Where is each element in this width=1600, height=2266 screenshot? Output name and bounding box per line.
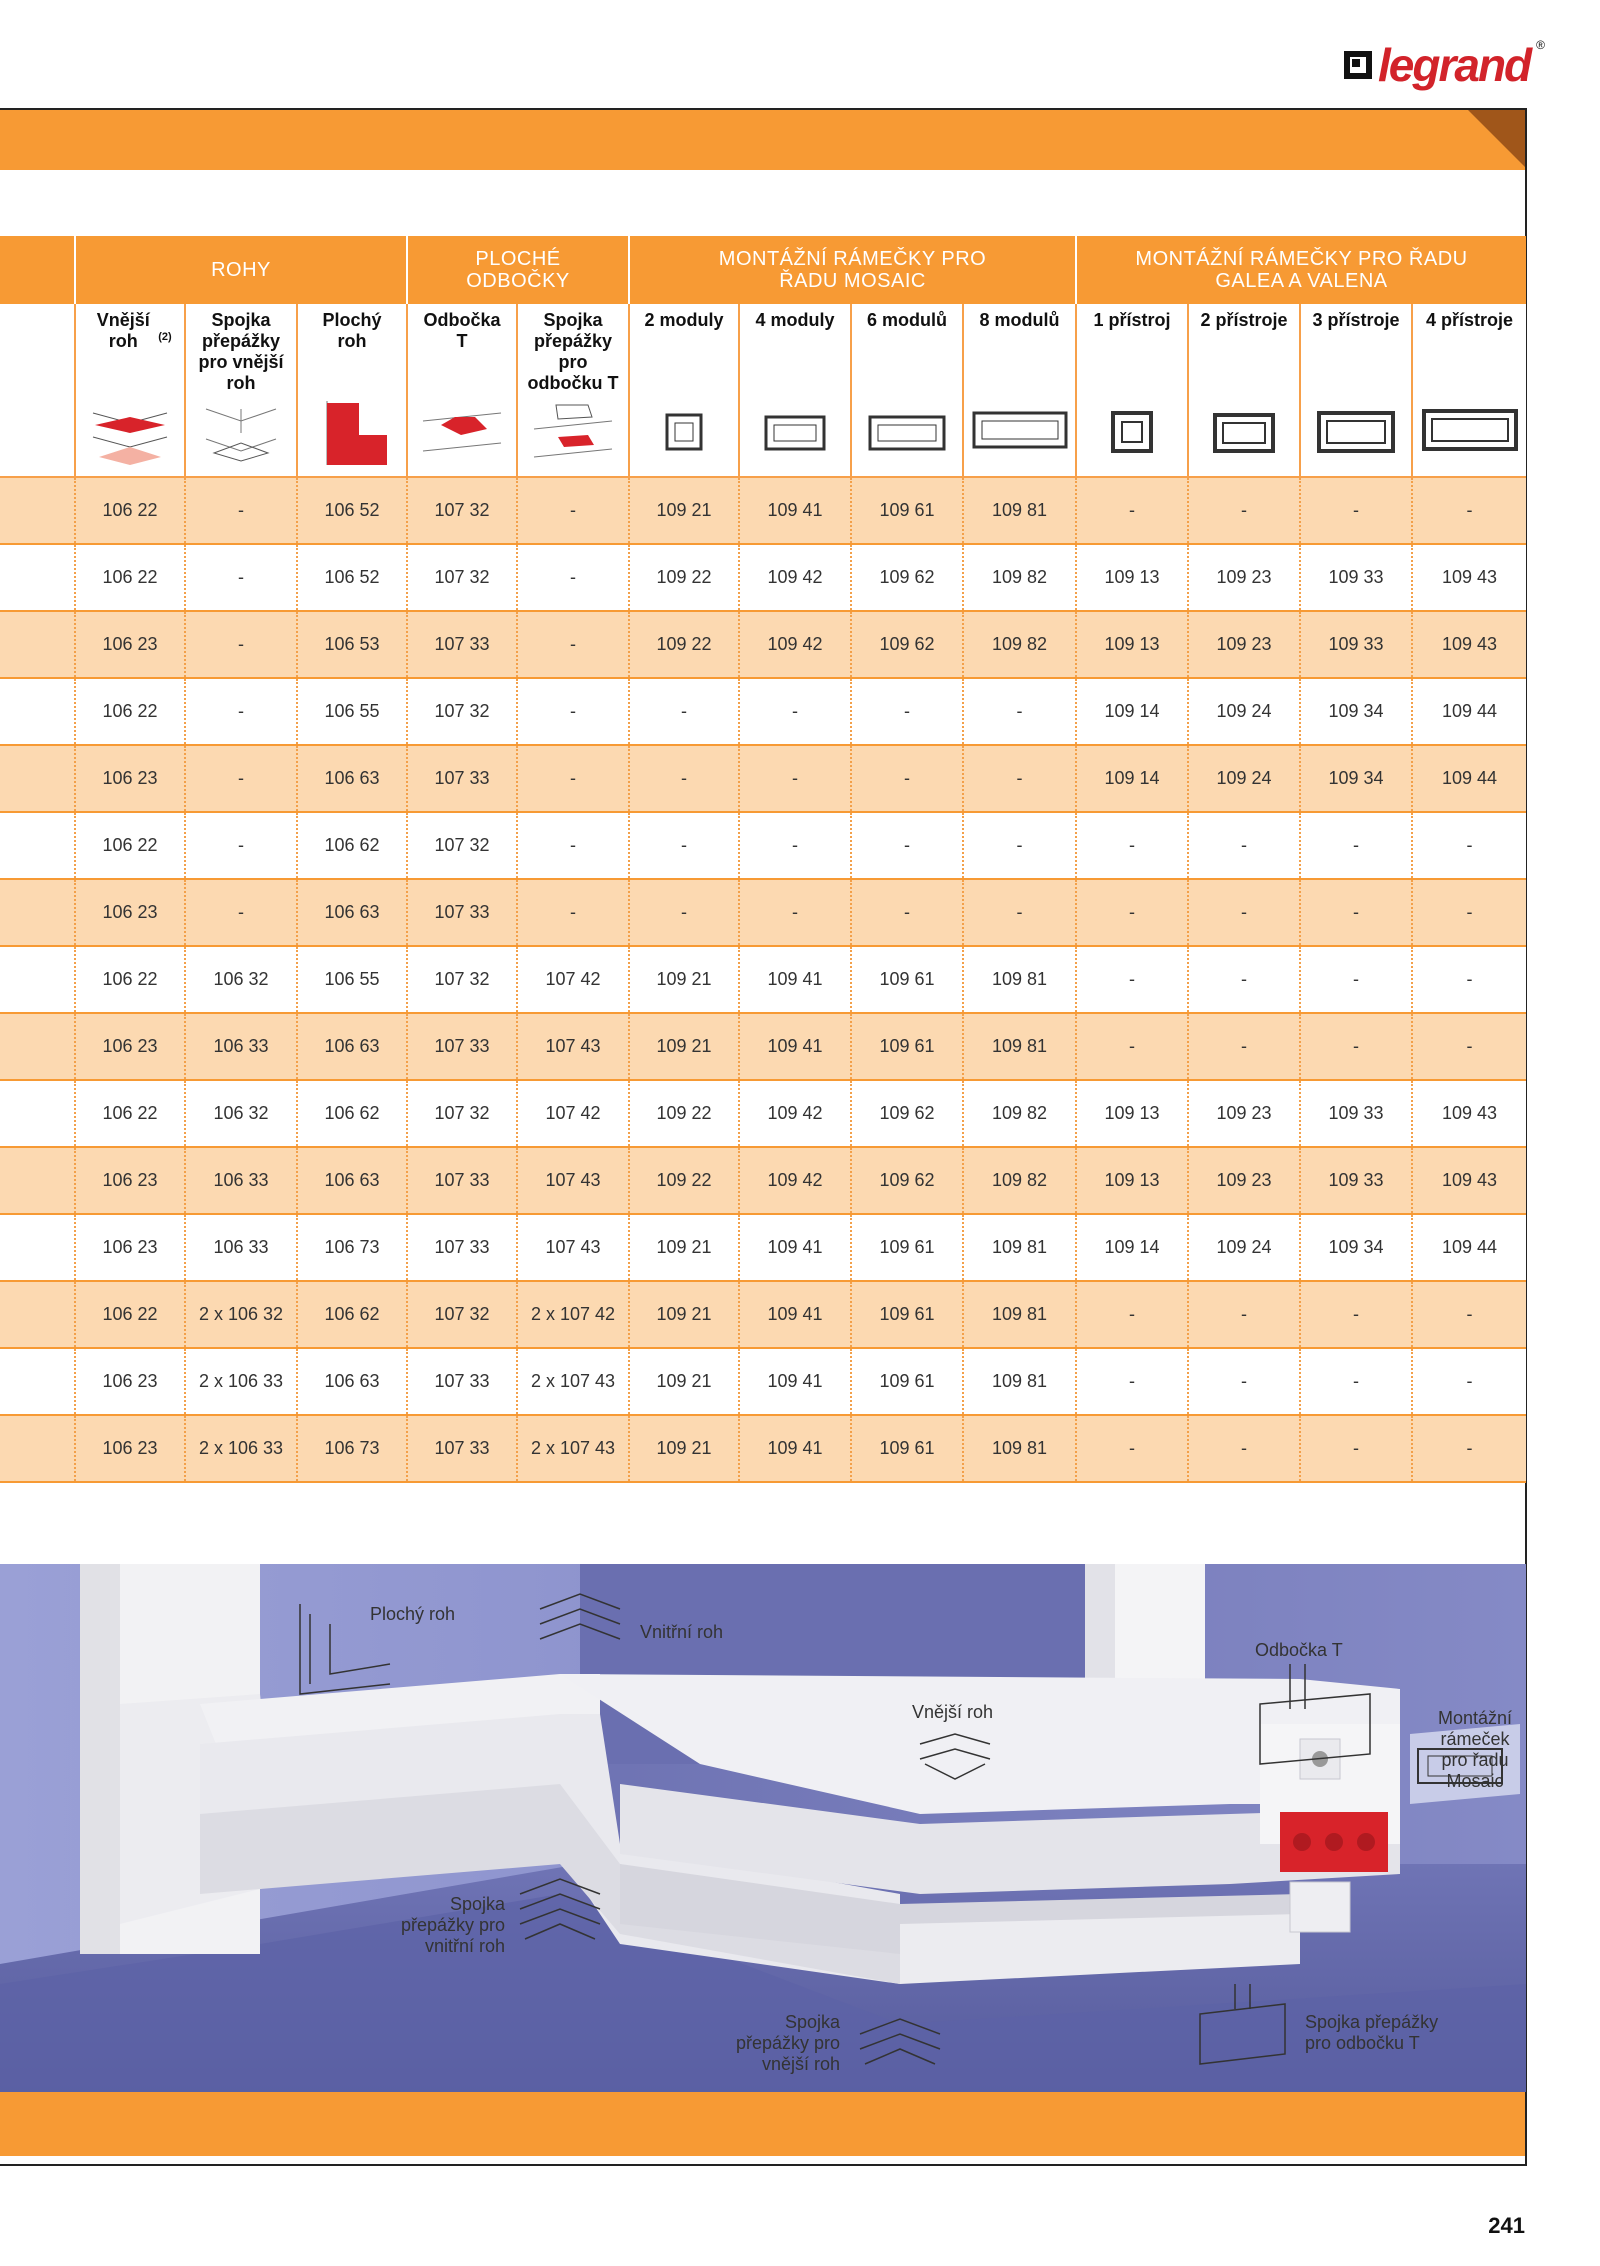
table-cell: 109 34 — [1300, 1214, 1412, 1281]
table-cell: - — [1412, 1415, 1526, 1482]
table-cell: - — [629, 812, 739, 879]
table-cell: - — [185, 544, 297, 611]
table-cell: 106 32 — [185, 946, 297, 1013]
table-cell: 109 41 — [739, 1348, 851, 1415]
table-cell: 106 62 — [297, 812, 407, 879]
logo-wordmark: legrand — [1378, 39, 1531, 91]
row-blank-cell — [0, 678, 75, 745]
table-cell: 106 22 — [75, 812, 185, 879]
row-blank-cell — [0, 544, 75, 611]
table-cell: 106 63 — [297, 745, 407, 812]
column-header-t-coupler-label: Spojka přepážky pro odbočku T — [527, 310, 619, 393]
label-inner-coupler: Spojka přepážky pro vnitřní roh — [400, 1894, 505, 1956]
table-cell: 109 22 — [629, 611, 739, 678]
table-cell: 106 62 — [297, 1080, 407, 1147]
row-blank-cell — [0, 879, 75, 946]
table-cell: 109 41 — [739, 1214, 851, 1281]
table-cell: 106 22 — [75, 1080, 185, 1147]
table-cell: 109 61 — [851, 1214, 963, 1281]
table-cell: - — [1412, 946, 1526, 1013]
row-blank-cell — [0, 1214, 75, 1281]
table-cell: 106 22 — [75, 1281, 185, 1348]
table-cell: 106 23 — [75, 1013, 185, 1080]
table-cell: 109 13 — [1076, 611, 1188, 678]
table-cell: 107 33 — [407, 1013, 517, 1080]
table-cell: 106 53 — [297, 611, 407, 678]
table-cell: 109 34 — [1300, 678, 1412, 745]
table-cell: 106 22 — [75, 477, 185, 544]
column-header-3-devices: 3 přístroje — [1300, 304, 1412, 394]
frame-2-modules-drawing — [629, 394, 739, 477]
row-blank-cell — [0, 745, 75, 812]
table-cell: 107 43 — [517, 1147, 629, 1214]
table-cell: 107 42 — [517, 946, 629, 1013]
table-cell: - — [629, 678, 739, 745]
table-cell: 106 62 — [297, 1281, 407, 1348]
table-row — [0, 1415, 1526, 1482]
table-cell: 109 22 — [629, 544, 739, 611]
table-cell: - — [739, 745, 851, 812]
frame-4-devices-drawing — [1412, 394, 1526, 477]
table-cell: - — [739, 678, 851, 745]
table-cell: 109 41 — [739, 946, 851, 1013]
table-cell: 109 21 — [629, 1013, 739, 1080]
table-cell: - — [1076, 477, 1188, 544]
image-cell-blank — [0, 394, 75, 477]
table-cell: 109 33 — [1300, 1147, 1412, 1214]
table-cell: 109 41 — [739, 1281, 851, 1348]
table-row — [0, 1080, 1526, 1147]
group-header-row — [0, 236, 1526, 304]
table-cell: - — [185, 879, 297, 946]
table-cell: 109 14 — [1076, 745, 1188, 812]
column-header-2-modules: 2 moduly — [629, 304, 739, 394]
table-row — [0, 946, 1526, 1013]
table-cell: 109 41 — [739, 1415, 851, 1482]
table-cell: 107 33 — [407, 1348, 517, 1415]
column-header-outer-coupler — [185, 304, 297, 394]
flat-corner-drawing — [297, 394, 407, 477]
table-cell: 106 63 — [297, 1147, 407, 1214]
table-cell: - — [517, 477, 629, 544]
table-cell: - — [851, 879, 963, 946]
label-outer-coupler: Spojka přepážky pro vnější roh — [735, 2012, 840, 2074]
table-cell: 109 81 — [963, 477, 1076, 544]
table-cell: 109 44 — [1412, 678, 1526, 745]
table-cell: - — [1076, 1013, 1188, 1080]
table-cell: 109 23 — [1188, 1080, 1300, 1147]
table-cell: 106 32 — [185, 1080, 297, 1147]
group-header-flat-branches-label: PLOCHÉ ODBOČKY — [466, 248, 570, 292]
table-cell: 109 42 — [739, 1080, 851, 1147]
table-cell: - — [1412, 812, 1526, 879]
frame-4-modules-drawing — [739, 394, 851, 477]
table-cell: 109 82 — [963, 611, 1076, 678]
column-header-6-modules: 6 modulů — [851, 304, 963, 394]
table-cell: - — [1188, 812, 1300, 879]
table-cell: 107 32 — [407, 678, 517, 745]
table-cell: 2 x 106 32 — [185, 1281, 297, 1348]
table-cell: 109 23 — [1188, 611, 1300, 678]
table-cell: - — [1300, 879, 1412, 946]
table-cell: 109 21 — [629, 1348, 739, 1415]
outer-coupler-drawing — [185, 394, 297, 477]
column-header-flat-corner-label: Plochý roh — [322, 310, 382, 351]
frame-3-devices-drawing — [1300, 394, 1412, 477]
table-cell: - — [185, 678, 297, 745]
table-cell: 109 43 — [1412, 611, 1526, 678]
table-cell: - — [1188, 1281, 1300, 1348]
table-row — [0, 477, 1526, 544]
table-cell: 106 52 — [297, 544, 407, 611]
table-row — [0, 678, 1526, 745]
t-branch-drawing — [407, 394, 517, 477]
column-header-4-modules: 4 moduly — [739, 304, 851, 394]
label-flat-corner: Plochý roh — [370, 1604, 456, 1624]
table-cell: 107 32 — [407, 946, 517, 1013]
table-cell: - — [1412, 1013, 1526, 1080]
table-cell: - — [1300, 812, 1412, 879]
table-cell: 109 61 — [851, 946, 963, 1013]
table-cell: 106 23 — [75, 745, 185, 812]
table-cell: 106 73 — [297, 1415, 407, 1482]
table-cell: 109 23 — [1188, 1147, 1300, 1214]
table-cell: - — [1188, 879, 1300, 946]
table-cell: 106 23 — [75, 879, 185, 946]
table-cell: 109 21 — [629, 946, 739, 1013]
table-cell: 109 22 — [629, 1147, 739, 1214]
group-header-corners: ROHY — [75, 236, 407, 304]
table-cell: 106 33 — [185, 1147, 297, 1214]
column-header-4-devices: 4 přístroje — [1412, 304, 1526, 394]
table-cell: - — [517, 544, 629, 611]
table-cell: 106 22 — [75, 946, 185, 1013]
row-blank-cell — [0, 1348, 75, 1415]
table-cell: 2 x 107 42 — [517, 1281, 629, 1348]
column-header-outer-corner-label: Vnější roh — [96, 310, 150, 351]
table-cell: 109 61 — [851, 1013, 963, 1080]
table-cell: 106 22 — [75, 678, 185, 745]
table-cell: - — [963, 678, 1076, 745]
group-header-flat-branches — [407, 236, 629, 304]
group-header-blank — [0, 236, 75, 304]
row-blank-cell — [0, 1080, 75, 1147]
footnote-mark: (2) — [158, 331, 172, 343]
table-cell: 109 21 — [629, 1281, 739, 1348]
column-header-t-branch-label: Odbočka T — [423, 310, 501, 351]
bottom-orange-band — [0, 2092, 1525, 2156]
table-cell: - — [1076, 1348, 1188, 1415]
table-row — [0, 745, 1526, 812]
frame-1-device-drawing — [1076, 394, 1188, 477]
frame-2-devices-drawing — [1188, 394, 1300, 477]
table-cell: 109 81 — [963, 1214, 1076, 1281]
logo-registered-mark: ® — [1536, 38, 1545, 52]
table-cell: - — [1412, 1348, 1526, 1415]
table-cell: 107 32 — [407, 1281, 517, 1348]
table-cell: - — [1412, 1281, 1526, 1348]
page-number: 241 — [1488, 2213, 1525, 2238]
table-cell: 109 43 — [1412, 544, 1526, 611]
table-cell: - — [1076, 879, 1188, 946]
table-cell: 106 23 — [75, 1415, 185, 1482]
row-blank-cell — [0, 1415, 75, 1482]
column-header-outer-corner — [75, 304, 185, 394]
table-cell: 109 24 — [1188, 1214, 1300, 1281]
table-cell: - — [1188, 946, 1300, 1013]
row-blank-cell — [0, 477, 75, 544]
table-cell: 109 34 — [1300, 745, 1412, 812]
table-cell: - — [851, 812, 963, 879]
table-cell: - — [185, 477, 297, 544]
table-cell: 107 33 — [407, 1214, 517, 1281]
outer-corner-drawing — [75, 394, 185, 477]
table-cell: - — [1188, 1013, 1300, 1080]
table-cell: 109 62 — [851, 1080, 963, 1147]
table-cell: 109 44 — [1412, 1214, 1526, 1281]
column-header-2-devices: 2 přístroje — [1188, 304, 1300, 394]
table-cell: 109 62 — [851, 1147, 963, 1214]
table-cell: 109 24 — [1188, 678, 1300, 745]
table-cell: 109 42 — [739, 1147, 851, 1214]
table-cell: 106 23 — [75, 611, 185, 678]
table-cell: 107 43 — [517, 1013, 629, 1080]
table-cell: - — [1300, 1281, 1412, 1348]
table-cell: 109 81 — [963, 1013, 1076, 1080]
label-inner-corner: Vnitřní roh — [640, 1622, 724, 1642]
table-cell: - — [1076, 812, 1188, 879]
table-cell: 109 33 — [1300, 611, 1412, 678]
table-cell: - — [629, 879, 739, 946]
label-t-branch: Odbočka T — [1255, 1640, 1343, 1660]
table-cell: 109 24 — [1188, 745, 1300, 812]
group-header-galea-frames-label: MONTÁŽNÍ RÁMEČKY PRO ŘADU GALEA A VALENA — [1135, 248, 1468, 292]
installation-illustration — [0, 1564, 1526, 2092]
group-header-galea-frames — [1076, 236, 1526, 304]
table-cell: - — [851, 678, 963, 745]
column-header-blank — [0, 304, 75, 394]
table-cell: 107 43 — [517, 1214, 629, 1281]
corner-fold-decoration — [1468, 110, 1525, 167]
table-cell: - — [739, 879, 851, 946]
table-cell: 107 33 — [407, 745, 517, 812]
table-cell: 109 21 — [629, 1415, 739, 1482]
table-cell: 109 13 — [1076, 544, 1188, 611]
table-cell: 109 82 — [963, 1147, 1076, 1214]
table-cell: 109 81 — [963, 946, 1076, 1013]
table-row — [0, 879, 1526, 946]
table-cell: 107 33 — [407, 1147, 517, 1214]
table-cell: 109 21 — [629, 1214, 739, 1281]
table-row — [0, 1281, 1526, 1348]
table-cell: 109 61 — [851, 1415, 963, 1482]
table-cell: 109 81 — [963, 1281, 1076, 1348]
column-header-row — [0, 304, 1526, 394]
row-blank-cell — [0, 611, 75, 678]
table-row — [0, 544, 1526, 611]
table-cell: 109 13 — [1076, 1147, 1188, 1214]
logo-mark-icon — [1344, 51, 1372, 79]
table-cell: 107 32 — [407, 812, 517, 879]
label-outer-corner: Vnější roh — [912, 1702, 994, 1722]
table-cell: 106 55 — [297, 946, 407, 1013]
table-cell: - — [629, 745, 739, 812]
table-cell: 109 61 — [851, 1348, 963, 1415]
frame-6-modules-drawing — [851, 394, 963, 477]
table-cell: - — [517, 678, 629, 745]
table-cell: - — [1076, 1281, 1188, 1348]
table-cell: - — [517, 879, 629, 946]
table-cell: - — [963, 745, 1076, 812]
row-blank-cell — [0, 946, 75, 1013]
table-cell: - — [1300, 1348, 1412, 1415]
table-cell: 106 52 — [297, 477, 407, 544]
table-cell: 109 82 — [963, 1080, 1076, 1147]
table-cell: - — [517, 745, 629, 812]
product-reference-table — [0, 236, 1526, 1483]
table-cell: 109 62 — [851, 611, 963, 678]
table-cell: 106 63 — [297, 879, 407, 946]
t-coupler-drawing — [517, 394, 629, 477]
table-cell: 109 42 — [739, 611, 851, 678]
table-cell: 2 x 106 33 — [185, 1415, 297, 1482]
table-row — [0, 1214, 1526, 1281]
table-cell: 109 62 — [851, 544, 963, 611]
table-cell: - — [851, 745, 963, 812]
table-cell: - — [517, 611, 629, 678]
label-mosaic-frame: Montážní rámeček pro řadu Mosaic — [1437, 1708, 1513, 1791]
table-cell: 109 23 — [1188, 544, 1300, 611]
table-row — [0, 611, 1526, 678]
table-cell: 107 32 — [407, 1080, 517, 1147]
table-cell: - — [1076, 1415, 1188, 1482]
table-cell: - — [1412, 477, 1526, 544]
table-cell: 106 33 — [185, 1013, 297, 1080]
table-cell: - — [963, 879, 1076, 946]
table-cell: 106 22 — [75, 544, 185, 611]
table-cell: - — [1188, 477, 1300, 544]
table-cell: 109 14 — [1076, 678, 1188, 745]
table-cell: - — [1300, 477, 1412, 544]
column-header-flat-corner — [297, 304, 407, 394]
column-header-8-modules: 8 modulů — [963, 304, 1076, 394]
table-cell: 2 x 107 43 — [517, 1348, 629, 1415]
table-cell: 2 x 106 33 — [185, 1348, 297, 1415]
table-cell: - — [1300, 1013, 1412, 1080]
table-cell: 106 23 — [75, 1214, 185, 1281]
column-header-1-device: 1 přístroj — [1076, 304, 1188, 394]
frame-8-modules-drawing — [963, 394, 1076, 477]
table-cell: - — [1300, 1415, 1412, 1482]
table-row — [0, 1147, 1526, 1214]
row-blank-cell — [0, 812, 75, 879]
table-cell: 107 33 — [407, 611, 517, 678]
table-cell: - — [1300, 946, 1412, 1013]
table-cell: 109 61 — [851, 477, 963, 544]
table-cell: - — [1412, 879, 1526, 946]
table-cell: 109 41 — [739, 477, 851, 544]
table-cell: 2 x 107 43 — [517, 1415, 629, 1482]
table-row — [0, 1013, 1526, 1080]
table-cell: 109 81 — [963, 1348, 1076, 1415]
table-cell: - — [1188, 1415, 1300, 1482]
table-cell: 109 42 — [739, 544, 851, 611]
table-cell: 109 82 — [963, 544, 1076, 611]
table-cell: - — [963, 812, 1076, 879]
table-cell: 106 23 — [75, 1348, 185, 1415]
table-cell: 106 73 — [297, 1214, 407, 1281]
table-cell: 106 23 — [75, 1147, 185, 1214]
table-cell: - — [185, 745, 297, 812]
table-cell: 107 42 — [517, 1080, 629, 1147]
table-cell: 109 14 — [1076, 1214, 1188, 1281]
table-cell: 106 55 — [297, 678, 407, 745]
table-cell: - — [1076, 946, 1188, 1013]
table-cell: 107 32 — [407, 544, 517, 611]
table-row — [0, 812, 1526, 879]
table-cell: 109 21 — [629, 477, 739, 544]
row-blank-cell — [0, 1281, 75, 1348]
table-cell: 109 33 — [1300, 544, 1412, 611]
legrand-logo — [1344, 38, 1545, 92]
table-cell: 107 32 — [407, 477, 517, 544]
row-blank-cell — [0, 1147, 75, 1214]
table-cell: 106 33 — [185, 1214, 297, 1281]
table-cell: 109 44 — [1412, 745, 1526, 812]
table-cell: 109 43 — [1412, 1147, 1526, 1214]
table-cell: 109 43 — [1412, 1080, 1526, 1147]
column-header-t-coupler — [517, 304, 629, 394]
group-header-mosaic-frames-label: MONTÁŽNÍ RÁMEČKY PRO ŘADU MOSAIC — [718, 248, 987, 292]
table-body — [0, 477, 1526, 1482]
column-header-outer-coupler-label: Spojka přepážky pro vnější roh — [198, 310, 284, 393]
table-cell: 109 13 — [1076, 1080, 1188, 1147]
table-cell: 109 81 — [963, 1415, 1076, 1482]
table-cell: - — [1188, 1348, 1300, 1415]
table-cell: 109 22 — [629, 1080, 739, 1147]
table-cell: - — [185, 611, 297, 678]
table-cell: 106 63 — [297, 1348, 407, 1415]
column-header-t-branch — [407, 304, 517, 394]
group-header-mosaic-frames — [629, 236, 1076, 304]
table-cell: - — [739, 812, 851, 879]
product-image-row — [0, 394, 1526, 477]
table-cell: - — [185, 812, 297, 879]
top-orange-band — [0, 110, 1525, 170]
table-row — [0, 1348, 1526, 1415]
label-t-coupler: Spojka přepážky pro odbočku T — [1305, 2012, 1439, 2053]
table-cell: 109 33 — [1300, 1080, 1412, 1147]
table-cell: 109 41 — [739, 1013, 851, 1080]
table-cell: 107 33 — [407, 879, 517, 946]
table-cell: 109 61 — [851, 1281, 963, 1348]
table-cell: - — [517, 812, 629, 879]
row-blank-cell — [0, 1013, 75, 1080]
table-cell: 106 63 — [297, 1013, 407, 1080]
table-cell: 107 33 — [407, 1415, 517, 1482]
